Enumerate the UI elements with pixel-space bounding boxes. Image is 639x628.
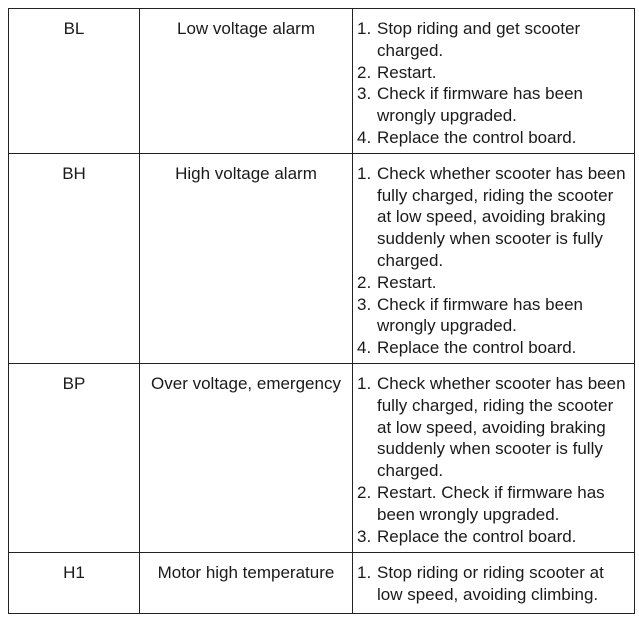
solution-step bbox=[357, 294, 630, 338]
step-text: Replace the control board. bbox=[377, 338, 577, 358]
solution-step bbox=[357, 482, 630, 526]
error-code-cell: BH bbox=[9, 153, 140, 363]
step-text: Check if firmware has been wrongly upgraded. bbox=[377, 294, 583, 336]
step-text: Check whether scooter has been fully charged, riding the scooter at low speed, avoiding braking suddenly when scooter is fully charged. bbox=[377, 163, 626, 270]
step-text: Replace the control board. bbox=[377, 526, 577, 546]
solution-steps bbox=[357, 163, 630, 359]
solution-steps bbox=[357, 18, 630, 149]
step-number: 1. bbox=[357, 163, 372, 183]
step-text: Stop riding or riding scooter at low speed, avoiding climbing. bbox=[377, 562, 604, 604]
step-number: 2. bbox=[357, 272, 372, 292]
step-number: 3. bbox=[357, 84, 372, 104]
table-row bbox=[9, 153, 635, 363]
step-number: 4. bbox=[357, 127, 372, 147]
solution-cell bbox=[353, 552, 635, 613]
solution-step bbox=[357, 83, 630, 127]
solution-steps bbox=[357, 562, 630, 606]
solution-step bbox=[357, 18, 630, 62]
step-text: Restart. Check if firmware has been wrongly upgraded. bbox=[377, 482, 605, 524]
step-text: Restart. bbox=[377, 62, 437, 82]
error-description-cell: High voltage alarm bbox=[140, 153, 353, 363]
step-number: 1. bbox=[357, 562, 372, 582]
step-number: 4. bbox=[357, 338, 372, 358]
table-row bbox=[9, 552, 635, 613]
step-number: 3. bbox=[357, 294, 372, 314]
error-code-table bbox=[8, 8, 635, 614]
step-text: Check whether scooter has been fully charged, riding the scooter at low speed, avoiding braking suddenly when scooter is fully charged. bbox=[377, 373, 626, 481]
solution-cell bbox=[353, 153, 635, 363]
error-description-cell: Over voltage, emergency bbox=[140, 363, 353, 552]
step-number: 3. bbox=[357, 526, 372, 546]
step-text: Stop riding and get scooter charged. bbox=[377, 19, 581, 60]
solution-step bbox=[357, 373, 630, 482]
solution-cell bbox=[353, 9, 635, 154]
solution-cell bbox=[353, 363, 635, 552]
solution-step bbox=[357, 337, 630, 359]
step-text: Replace the control board. bbox=[377, 127, 577, 147]
step-number: 1. bbox=[357, 19, 372, 38]
solution-step bbox=[357, 163, 630, 272]
step-number: 2. bbox=[357, 62, 372, 82]
solution-steps bbox=[357, 373, 630, 547]
step-text: Restart. bbox=[377, 272, 437, 292]
solution-step bbox=[357, 526, 630, 548]
error-code-cell: BL bbox=[9, 9, 140, 154]
error-code-cell: BP bbox=[9, 363, 140, 552]
error-description-cell: Low voltage alarm bbox=[140, 9, 353, 154]
solution-step bbox=[357, 272, 630, 294]
solution-step bbox=[357, 562, 630, 606]
step-text: Check if firmware has been wrongly upgraded. bbox=[377, 84, 583, 126]
solution-step bbox=[357, 62, 630, 84]
error-code-cell: H1 bbox=[9, 552, 140, 613]
table-row bbox=[9, 363, 635, 552]
solution-step bbox=[357, 127, 630, 149]
step-number: 2. bbox=[357, 482, 372, 502]
step-number: 1. bbox=[357, 373, 372, 393]
table-row bbox=[9, 9, 635, 154]
error-description-cell: Motor high temperature bbox=[140, 552, 353, 613]
